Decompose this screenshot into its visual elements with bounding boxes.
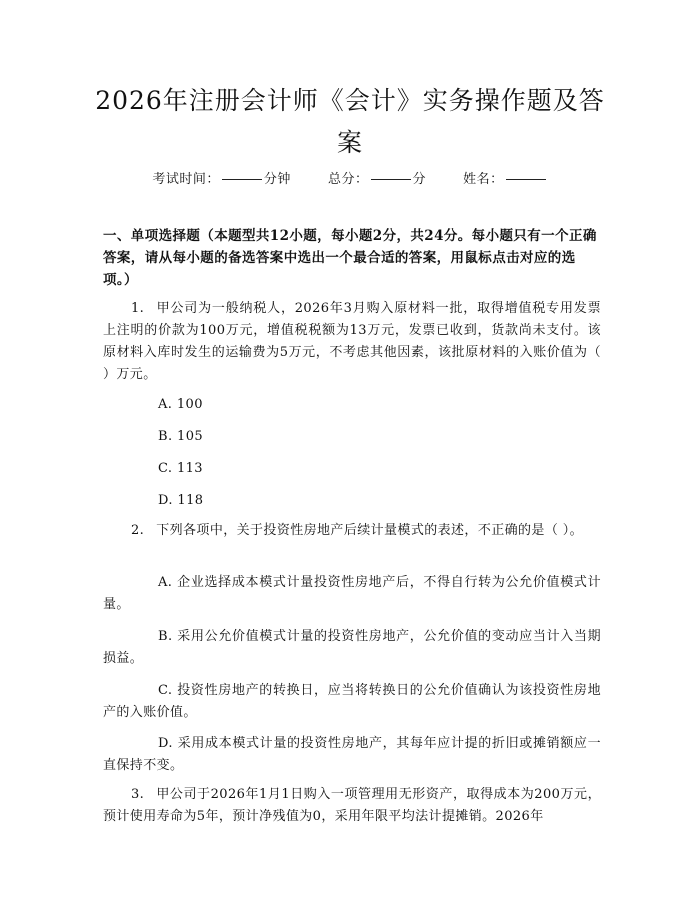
question-2 — [103, 520, 601, 542]
question-1 — [103, 298, 601, 386]
total-score-label: 总分： — [327, 172, 369, 187]
question-2-option-b[interactable]: B. 采用公允价值模式计量的投资性房地产，公允价值的变动应当计入当期损益。 — [103, 629, 601, 666]
exam-time-label: 考试时间： — [152, 172, 220, 187]
document-title: 2026年注册会计师《会计》实务操作题及答案 — [95, 86, 605, 157]
question-1-option-b[interactable]: B. 105 — [158, 429, 204, 444]
name-blank — [506, 179, 546, 180]
section-heading: 一、单项选择题（本题型共12小题，每小题2分，共24分。每小题只有一个正确答案，请从每小题的备选答案中选出一个最合适的答案，用鼠标点击对应的选项。） — [103, 228, 597, 288]
question-1-option-a[interactable]: A. 100 — [158, 397, 203, 412]
question-3-number: 3. — [131, 787, 145, 802]
question-2-option-a[interactable]: A. 企业选择成本模式计量投资性房地产后，不得自行转为公允价值模式计量。 — [103, 575, 601, 612]
total-score-blank — [371, 179, 411, 180]
total-score-unit: 分 — [412, 172, 427, 187]
exam-time-blank — [222, 179, 262, 180]
question-1-option-d[interactable]: D. 118 — [158, 493, 204, 508]
question-2-number: 2. — [131, 523, 145, 538]
question-3 — [103, 784, 601, 828]
question-2-option-c[interactable]: C. 投资性房地产的转换日，应当将转换日的公允价值确认为该投资性房地产的入账价值。 — [103, 683, 601, 720]
question-2-option-d[interactable]: D. 采用成本模式计量的投资性房地产，其每年应计提的折旧或摊销额应一直保持不变。 — [103, 736, 601, 773]
exam-time-unit: 分钟 — [263, 172, 291, 187]
question-3-text: 甲公司于2026年1月1日购入一项管理用无形资产，取得成本为200万元，预计使用寿命为5年，预计净残值为0，采用年限平均法计提摊销。2026年 — [103, 787, 601, 824]
question-2-text: 下列各项中，关于投资性房地产后续计量模式的表述，不正确的是（ ）。 — [156, 523, 584, 538]
question-1-option-c[interactable]: C. 113 — [158, 461, 203, 476]
question-1-text: 甲公司为一般纳税人，2026年3月购入原材料一批，取得增值税专用发票上注明的价款为100万元，增值税税额为13万元，发票已收到，货款尚未支付。该原材料入库时发生的运输费为5万元，不考虑其他因素，该批原材料的入账价值为（ ）万元。 — [103, 301, 601, 382]
name-label: 姓名： — [463, 172, 504, 187]
question-1-number: 1. — [131, 301, 145, 316]
exam-info-line — [0, 168, 700, 187]
